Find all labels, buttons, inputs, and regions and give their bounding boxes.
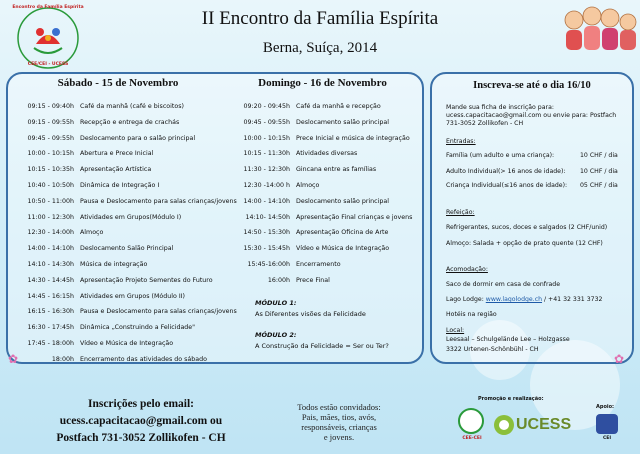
flower-icon: ✿ <box>614 352 625 366</box>
schedule-time: 14:45 - 16:15h <box>27 292 74 300</box>
schedule-time: 14:00 - 14:10h <box>27 245 74 253</box>
sunday-schedule-item <box>226 119 389 126</box>
sunday-schedule-item <box>226 261 341 268</box>
schedule-time: 10:15 - 11:30h <box>243 150 290 158</box>
sunday-title: Domingo - 16 de Novembro <box>258 77 387 89</box>
saturday-schedule-item <box>14 103 184 110</box>
schedule-time: 10:00 - 10:15h <box>243 134 290 142</box>
acomodacao-1: Saco de dormir em casa de confrade <box>446 281 561 288</box>
schedule-activity: Apresentação Artística <box>80 166 152 174</box>
schedule-activity: Almoço <box>80 229 104 237</box>
schedule-time: 14:10 - 14:30h <box>27 261 74 268</box>
schedule-time: 12:30 -14:00 h <box>243 182 290 189</box>
schedule-activity: Vídeo e Música de Integração <box>296 245 390 253</box>
page-title: II Encontro da Família Espírita <box>201 8 439 29</box>
local-2: 3322 Urtenen-Schönbühl - CH <box>446 346 539 353</box>
schedule-activity: Almoço <box>296 182 320 189</box>
schedule-activity: Prece Inicial e música de integração <box>296 134 410 142</box>
promo-label: Promoção e realização: <box>478 396 544 402</box>
footer-insc-address: Postfach 731-3052 Zollikofen - CH <box>56 432 226 444</box>
schedule-time: 15:45-16:00h <box>247 261 290 268</box>
schedule-activity: Dinâmica „Construindo a Felicidade" <box>80 324 196 332</box>
saturday-schedule-item <box>14 119 179 126</box>
schedule-activity: Encerramento das atividades do sábado <box>80 355 207 363</box>
saturday-schedule-item <box>14 198 237 205</box>
sunday-schedule-item <box>226 277 330 284</box>
saturday-schedule-item <box>14 324 195 331</box>
saturday-schedule-item <box>14 277 213 284</box>
schedule-activity: Café da manhã e recepção <box>296 103 381 110</box>
schedule-activity: Apresentação Projeto Sementes do Futuro <box>80 276 213 284</box>
apoio-label: Apoio: <box>596 404 615 410</box>
convidados-line: e jovens. <box>323 432 355 442</box>
schedule-activity: Pausa e Deslocamento para salas crianças/jovens <box>80 308 237 316</box>
page-subtitle: Berna, Suíça, 2014 <box>262 40 378 56</box>
schedule-activity: Café da manhã (café e biscoitos) <box>80 103 184 110</box>
modulo1-label: MÓDULO 1: <box>255 299 297 307</box>
cee-cei-logo <box>458 408 484 434</box>
schedule-activity: Gincana entre as famílias <box>296 166 377 174</box>
schedule-time: 11:30 - 12:30h <box>243 166 290 174</box>
schedule-time: 10:50 - 11:00h <box>27 197 74 205</box>
entrada-familia-price: 10 CHF / dia <box>580 152 618 159</box>
schedule-time: 17:45 - 18:00h <box>27 340 74 347</box>
reg-intro-2: ucess.capacitacao@gmail.com ou envie para: Postfach <box>446 112 617 119</box>
flower-icon: ✿ <box>8 352 19 366</box>
ucess-logo <box>492 408 572 442</box>
saturday-schedule-item <box>14 135 195 142</box>
schedule-activity: Deslocamento para o salão principal <box>80 134 196 142</box>
registration-title: Inscreva-se até o dia 16/10 <box>473 80 591 91</box>
schedule-activity: Deslocamento salão principal <box>296 118 389 126</box>
schedule-activity: Dinâmica de Integração I <box>80 182 160 189</box>
schedule-time: 14:50 - 15:30h <box>243 229 290 237</box>
schedule-activity: Encerramento <box>296 261 341 268</box>
schedule-activity: Recepção e entrega de crachás <box>80 118 180 126</box>
lago-lodge-label: Lago Lodge: <box>446 296 484 303</box>
lago-lodge-phone: / +41 32 331 3732 <box>544 296 603 303</box>
schedule-time: 09:15 - 09:40h <box>27 103 74 110</box>
reg-intro-1: Mande sua ficha de inscrição para: <box>446 104 554 111</box>
family-illustration <box>560 2 640 58</box>
saturday-schedule-item <box>14 340 173 347</box>
event-logo <box>6 4 90 72</box>
footer-convidados <box>274 402 404 442</box>
schedule-time: 10:40 - 10:50h <box>27 182 74 189</box>
saturday-schedule-item <box>14 308 237 315</box>
schedule-time: 09:20 - 09:45h <box>243 103 290 110</box>
schedule-time: 10:15 - 10:35h <box>27 166 74 174</box>
footer-insc-title: Inscrições pelo email: <box>87 398 195 410</box>
registration-panel <box>430 72 634 364</box>
sunday-schedule-item <box>226 214 412 221</box>
entrada-adulto: Adulto Individual(> 16 anos de idade): <box>446 168 566 175</box>
schedule-activity: Deslocamento Salão Principal <box>80 245 174 253</box>
schedule-time: 09:45 - 09:55h <box>243 118 290 126</box>
schedule-activity: Prece Final <box>296 276 330 284</box>
schedule-time: 16:15 - 16:30h <box>27 308 74 316</box>
saturday-schedule-item <box>14 356 207 363</box>
saturday-schedule-item <box>14 245 173 252</box>
entrada-crianca-price: 05 CHF / dia <box>580 182 618 189</box>
refeicao-2: Almoço: Salada + opção de prato quente (12 CHF) <box>446 240 603 247</box>
lago-lodge-line <box>446 296 602 303</box>
convidados-line: Todos estão convidados: <box>297 402 381 412</box>
sunday-schedule-item <box>226 166 376 173</box>
sunday-schedule-item <box>226 135 410 142</box>
acomodacao-label: Acomodação: <box>446 266 488 273</box>
schedule-activity: Atividades em Grupos (Módulo II) <box>80 292 186 300</box>
schedule-activity: Apresentação Final crianças e jovens <box>296 213 413 221</box>
saturday-schedule-item <box>14 150 153 157</box>
modulo2-label: MÓDULO 2: <box>255 331 297 339</box>
sunday-schedule-item <box>226 103 381 110</box>
convidados-line: Pais, mães, tios, avós, <box>301 412 377 422</box>
schedule-time: 12:30 - 14:00h <box>27 229 74 237</box>
schedule-time: 18:00h <box>51 355 74 363</box>
schedule-time: 09:45 - 09:55h <box>27 134 74 142</box>
reg-intro-3: 731-3052 Zollikofen - CH <box>446 120 524 127</box>
schedule-time: 14:30 - 14:45h <box>27 276 74 284</box>
local-1: Leesaal – Schulgelände Lee – Holzgasse <box>446 336 570 343</box>
saturday-schedule-item <box>14 214 181 221</box>
modulo1-text: As Diferentes visões da Felicidade <box>255 310 366 318</box>
refeicao-label: Refeição: <box>446 209 475 216</box>
ucess-label: UCESS <box>516 416 572 433</box>
logo-subtext: CEE/CEI - UCESS <box>27 62 69 67</box>
schedule-time: 14:10- 14:50h <box>245 213 290 221</box>
schedule-activity: Pausa e Deslocamento para salas crianças/jovens <box>80 197 237 205</box>
schedule-activity: Deslocamento salão principal <box>296 197 389 205</box>
saturday-title: Sábado - 15 de Novembro <box>57 77 179 89</box>
saturday-schedule-item <box>14 182 159 189</box>
schedule-time: 09:15 - 09:55h <box>27 118 74 126</box>
schedule-time: 11:00 - 12:30h <box>27 213 74 221</box>
modulo2-text: A Construção da Felicidade = Ser ou Ter? <box>255 342 389 350</box>
footer-inscricoes <box>6 396 276 447</box>
sunday-schedule-item <box>226 182 319 189</box>
sunday-schedule-item <box>226 229 388 236</box>
schedule-activity: Atividades em Grupos(Módulo I) <box>80 213 182 221</box>
entrada-familia: Família (um adulto e uma criança): <box>446 152 555 159</box>
entrada-crianca: Criança Individual(≤16 anos de idade): <box>446 182 568 189</box>
cei-label: CEI <box>602 436 612 441</box>
saturday-schedule-item <box>14 166 151 173</box>
schedule-time: 16:00h <box>267 276 290 284</box>
lago-lodge-link[interactable]: www.lagolodge.ch <box>485 296 543 303</box>
schedule-time: 10:00 - 10:15h <box>27 150 74 158</box>
cee-cei-label: CEE-CEI <box>462 436 482 441</box>
schedule-activity: Abertura e Prece Inicial <box>80 150 154 158</box>
logo-ring-text: Encontro da Família Espírita <box>12 5 84 10</box>
schedule-time: 16:30 - 17:45h <box>27 324 74 332</box>
schedule-activity: Vídeo e Música de Integração <box>80 340 174 347</box>
schedule-activity: Música de integração <box>80 261 148 268</box>
cei-logo <box>596 414 618 434</box>
sunday-schedule-item <box>226 150 357 157</box>
convidados-line: responsáveis, crianças <box>301 422 377 432</box>
sunday-schedule-item <box>226 198 389 205</box>
hoteis-regiao: Hotéis na região <box>446 311 497 318</box>
schedule-activity: Atividades diversas <box>296 150 358 158</box>
saturday-schedule-item <box>14 293 185 300</box>
schedule-time: 14:00 - 14:10h <box>243 197 290 205</box>
entradas-label: Entradas: <box>446 138 476 145</box>
saturday-schedule-item <box>14 261 147 268</box>
local-label: Local: <box>446 327 465 334</box>
schedule-activity: Apresentação Oficina de Arte <box>296 229 389 237</box>
footer-insc-email: ucess.capacitacao@gmail.com ou <box>59 415 223 427</box>
entrada-adulto-price: 10 CHF / dia <box>580 168 618 175</box>
sunday-schedule-item <box>226 245 389 252</box>
schedule-time: 15:30 - 15:45h <box>243 245 290 253</box>
refeicao-1: Refrigerantes, sucos, doces e salgados (2 CHF/unid) <box>446 224 608 231</box>
saturday-schedule-item <box>14 229 103 236</box>
